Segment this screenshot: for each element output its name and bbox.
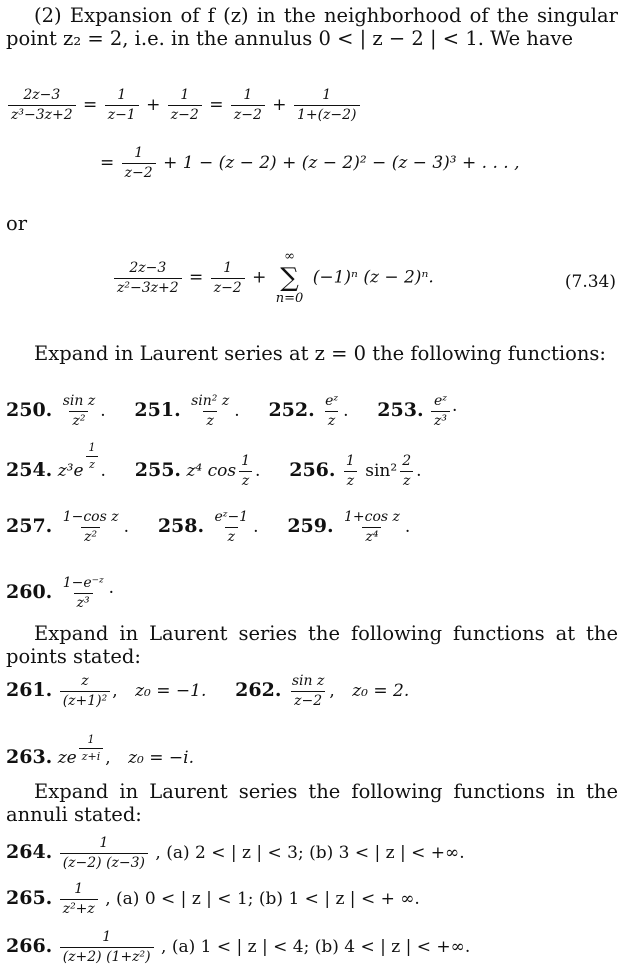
instruction-text: Expand in Laurent series the following functions at the points stated:	[6, 622, 618, 668]
p265-frac: $\frac{1}{\text{z²+z}}$	[60, 882, 98, 917]
eq3-lhs: $\frac{2z-3}{\text{z²−3z+2}}$	[114, 261, 182, 296]
p263-base: ze	[57, 748, 77, 768]
p254-exponent: $\frac{1}{z}$	[86, 442, 99, 471]
problem-number: 264.	[6, 841, 53, 863]
problem-265	[6, 882, 420, 917]
eq1-term1: $\frac{1}{z-1}$	[105, 88, 139, 123]
problem-number: 261.	[6, 679, 53, 701]
problem-263: 263. ze $\frac{1}{z+i}$ , z₀ = −i.	[6, 733, 194, 768]
eq3-frac: $\frac{1}{z-2}$	[211, 261, 245, 296]
equation-1	[6, 88, 362, 123]
problem-number: 251.	[134, 399, 181, 421]
eq1-lhs: $\frac{2z-3}{\text{z³−3z+2}}$	[8, 88, 76, 123]
intro-text: (2) Expansion of f (z) in the neighborhood of the singular point z₂ = 2, i.e. in the annulus 0 < | z − 2 | < 1. We have	[6, 4, 618, 50]
p253-frac: $\frac{\text{eᶻ}}{\text{z³}}$	[431, 394, 450, 429]
sum-lower: n=0	[275, 291, 304, 306]
sigma-symbol: ∑	[280, 263, 299, 293]
problem-260: 260. $\frac{\text{1−e⁻ᶻ}}{\text{z³}}$ ·	[6, 575, 115, 611]
equation-2	[100, 146, 519, 181]
p255-base: z⁴ cos	[186, 461, 237, 481]
eq-sign: =	[100, 153, 115, 173]
p265-annuli: , (a) 0 < | z | < 1; (b) 1 < | z | < + ∞.	[105, 889, 420, 909]
plus-sign: +	[146, 95, 161, 115]
problem-264	[6, 836, 465, 871]
problem-number: 263.	[6, 746, 53, 768]
summation	[276, 250, 304, 306]
sum-body: (−1)ⁿ (z − 2)ⁿ.	[312, 267, 434, 288]
p262-frac: $\frac{\text{sin z}}{z-2}$	[291, 673, 325, 709]
p259-frac: $\frac{\text{1+cos z}}{\text{z⁴}}$	[344, 509, 400, 545]
p256-frac: $\frac{1}{z}$	[343, 454, 358, 489]
equation-7-34	[112, 250, 434, 306]
eq-sign: =	[83, 95, 98, 115]
sum-upper: ∞	[284, 249, 295, 264]
p260-frac: $\frac{\text{1−e⁻ᶻ}}{\text{z³}}$	[62, 575, 104, 611]
p254-base: z³e	[57, 461, 84, 481]
problem-number: 252.	[268, 399, 315, 421]
eq-sign: =	[189, 267, 204, 288]
p258-frac: $\frac{\text{eᶻ−1}}{z}$	[214, 509, 249, 545]
problem-number: 258.	[157, 515, 205, 537]
problems-257-259: 257. $\frac{\text{1−cos z}}{\text{z²}}$ . 258. $\frac{\text{eᶻ−1}}{z}$ . 259. $\frac{\text{1+cos z}}{\text{z⁴}}$ .	[6, 509, 411, 545]
instruction-text: Expand in Laurent series the following functions in the annuli stated:	[6, 780, 618, 826]
p256-frac2: $\frac{2}{z}$	[399, 454, 414, 489]
instruction-1	[6, 342, 618, 365]
p252-frac: $\frac{\text{eᶻ}}{z}$	[325, 393, 339, 429]
p261-point: z₀ = −1.	[135, 681, 207, 701]
p264-frac: $\frac{1}{(z-2) (z-3)}$	[60, 836, 148, 871]
problem-number: 255.	[134, 459, 182, 481]
problem-number: 262.	[235, 679, 282, 701]
instruction-text: Expand in Laurent series at z = 0 the following functions:	[34, 342, 606, 365]
p255-frac: $\frac{1}{z}$	[238, 454, 253, 489]
problem-number: 257.	[6, 515, 53, 537]
p261-frac: $\frac{z}{\text{(z+1)²}}$	[60, 674, 111, 709]
p266-frac: $\frac{1}{\text{(z+2) (1+z²)}}$	[60, 930, 154, 965]
or-text: or	[6, 212, 28, 235]
p263-point: z₀ = −i.	[128, 748, 194, 768]
eq1-term4: $\frac{1}{1+(z-2)}$	[294, 88, 360, 123]
p251-frac: $\frac{\text{sin² z}}{z}$	[191, 393, 230, 429]
p266-annuli: , (a) 1 < | z | < 4; (b) 4 < | z | < +∞.	[161, 937, 471, 957]
problems-261-262: 261. $\frac{z}{\text{(z+1)²}}$ , z₀ = −1. 262. $\frac{\text{sin z}}{z-2}$ , z₀ = 2.	[6, 673, 410, 709]
problem-number: 250.	[6, 399, 53, 421]
problem-number: 259.	[287, 515, 334, 537]
p263-exponent: $\frac{1}{z+i}$	[79, 734, 104, 763]
problem-number: 260.	[6, 581, 53, 603]
p250-frac: $\frac{\text{sin z}}{\text{z²}}$	[62, 393, 96, 429]
p256-sin: sin²	[365, 461, 398, 481]
intro-paragraph	[6, 4, 618, 50]
plus-sign: +	[252, 267, 267, 288]
eq-sign: =	[209, 95, 224, 115]
problems-250-253: 250. $\frac{\text{sin z}}{\text{z²}}$ . 251. $\frac{\text{sin² z}}{z}$ . 252. $\frac{\text{eᶻ}}{z}$ . 253. $\frac{\text{eᶻ}}{\text{z³}}$ ·	[6, 393, 458, 429]
eq1-term3: $\frac{1}{z-2}$	[231, 88, 265, 123]
plus-sign: +	[272, 95, 287, 115]
eq1-term2: $\frac{1}{z-2}$	[168, 88, 202, 123]
p264-annuli: , (a) 2 < | z | < 3; (b) 3 < | z | < +∞.	[155, 843, 465, 863]
instruction-2	[6, 622, 618, 668]
instruction-3	[6, 780, 618, 826]
problem-number: 256.	[289, 459, 336, 481]
problem-number: 253.	[377, 399, 424, 421]
eq2-series: + 1 − (z − 2) + (z − 2)² − (z − 3)³ + . . . ,	[163, 153, 520, 173]
problem-number: 265.	[6, 887, 53, 909]
p262-point: z₀ = 2.	[352, 681, 410, 701]
equation-number: (7.34)	[564, 272, 616, 292]
or-word	[6, 212, 618, 235]
p257-frac: $\frac{\text{1−cos z}}{\text{z²}}$	[62, 509, 119, 545]
problems-254-256: 254. z³e $\frac{1}{z}$ . 255. z⁴ cos $\frac{1}{z}$ . 256. $\frac{1}{z}$ sin² $\frac{2}{z}$ .	[6, 441, 422, 489]
eq2-frac: $\frac{1}{z-2}$	[122, 146, 156, 181]
problem-number: 254.	[6, 459, 53, 481]
problem-number: 266.	[6, 935, 53, 957]
problem-266	[6, 930, 470, 965]
